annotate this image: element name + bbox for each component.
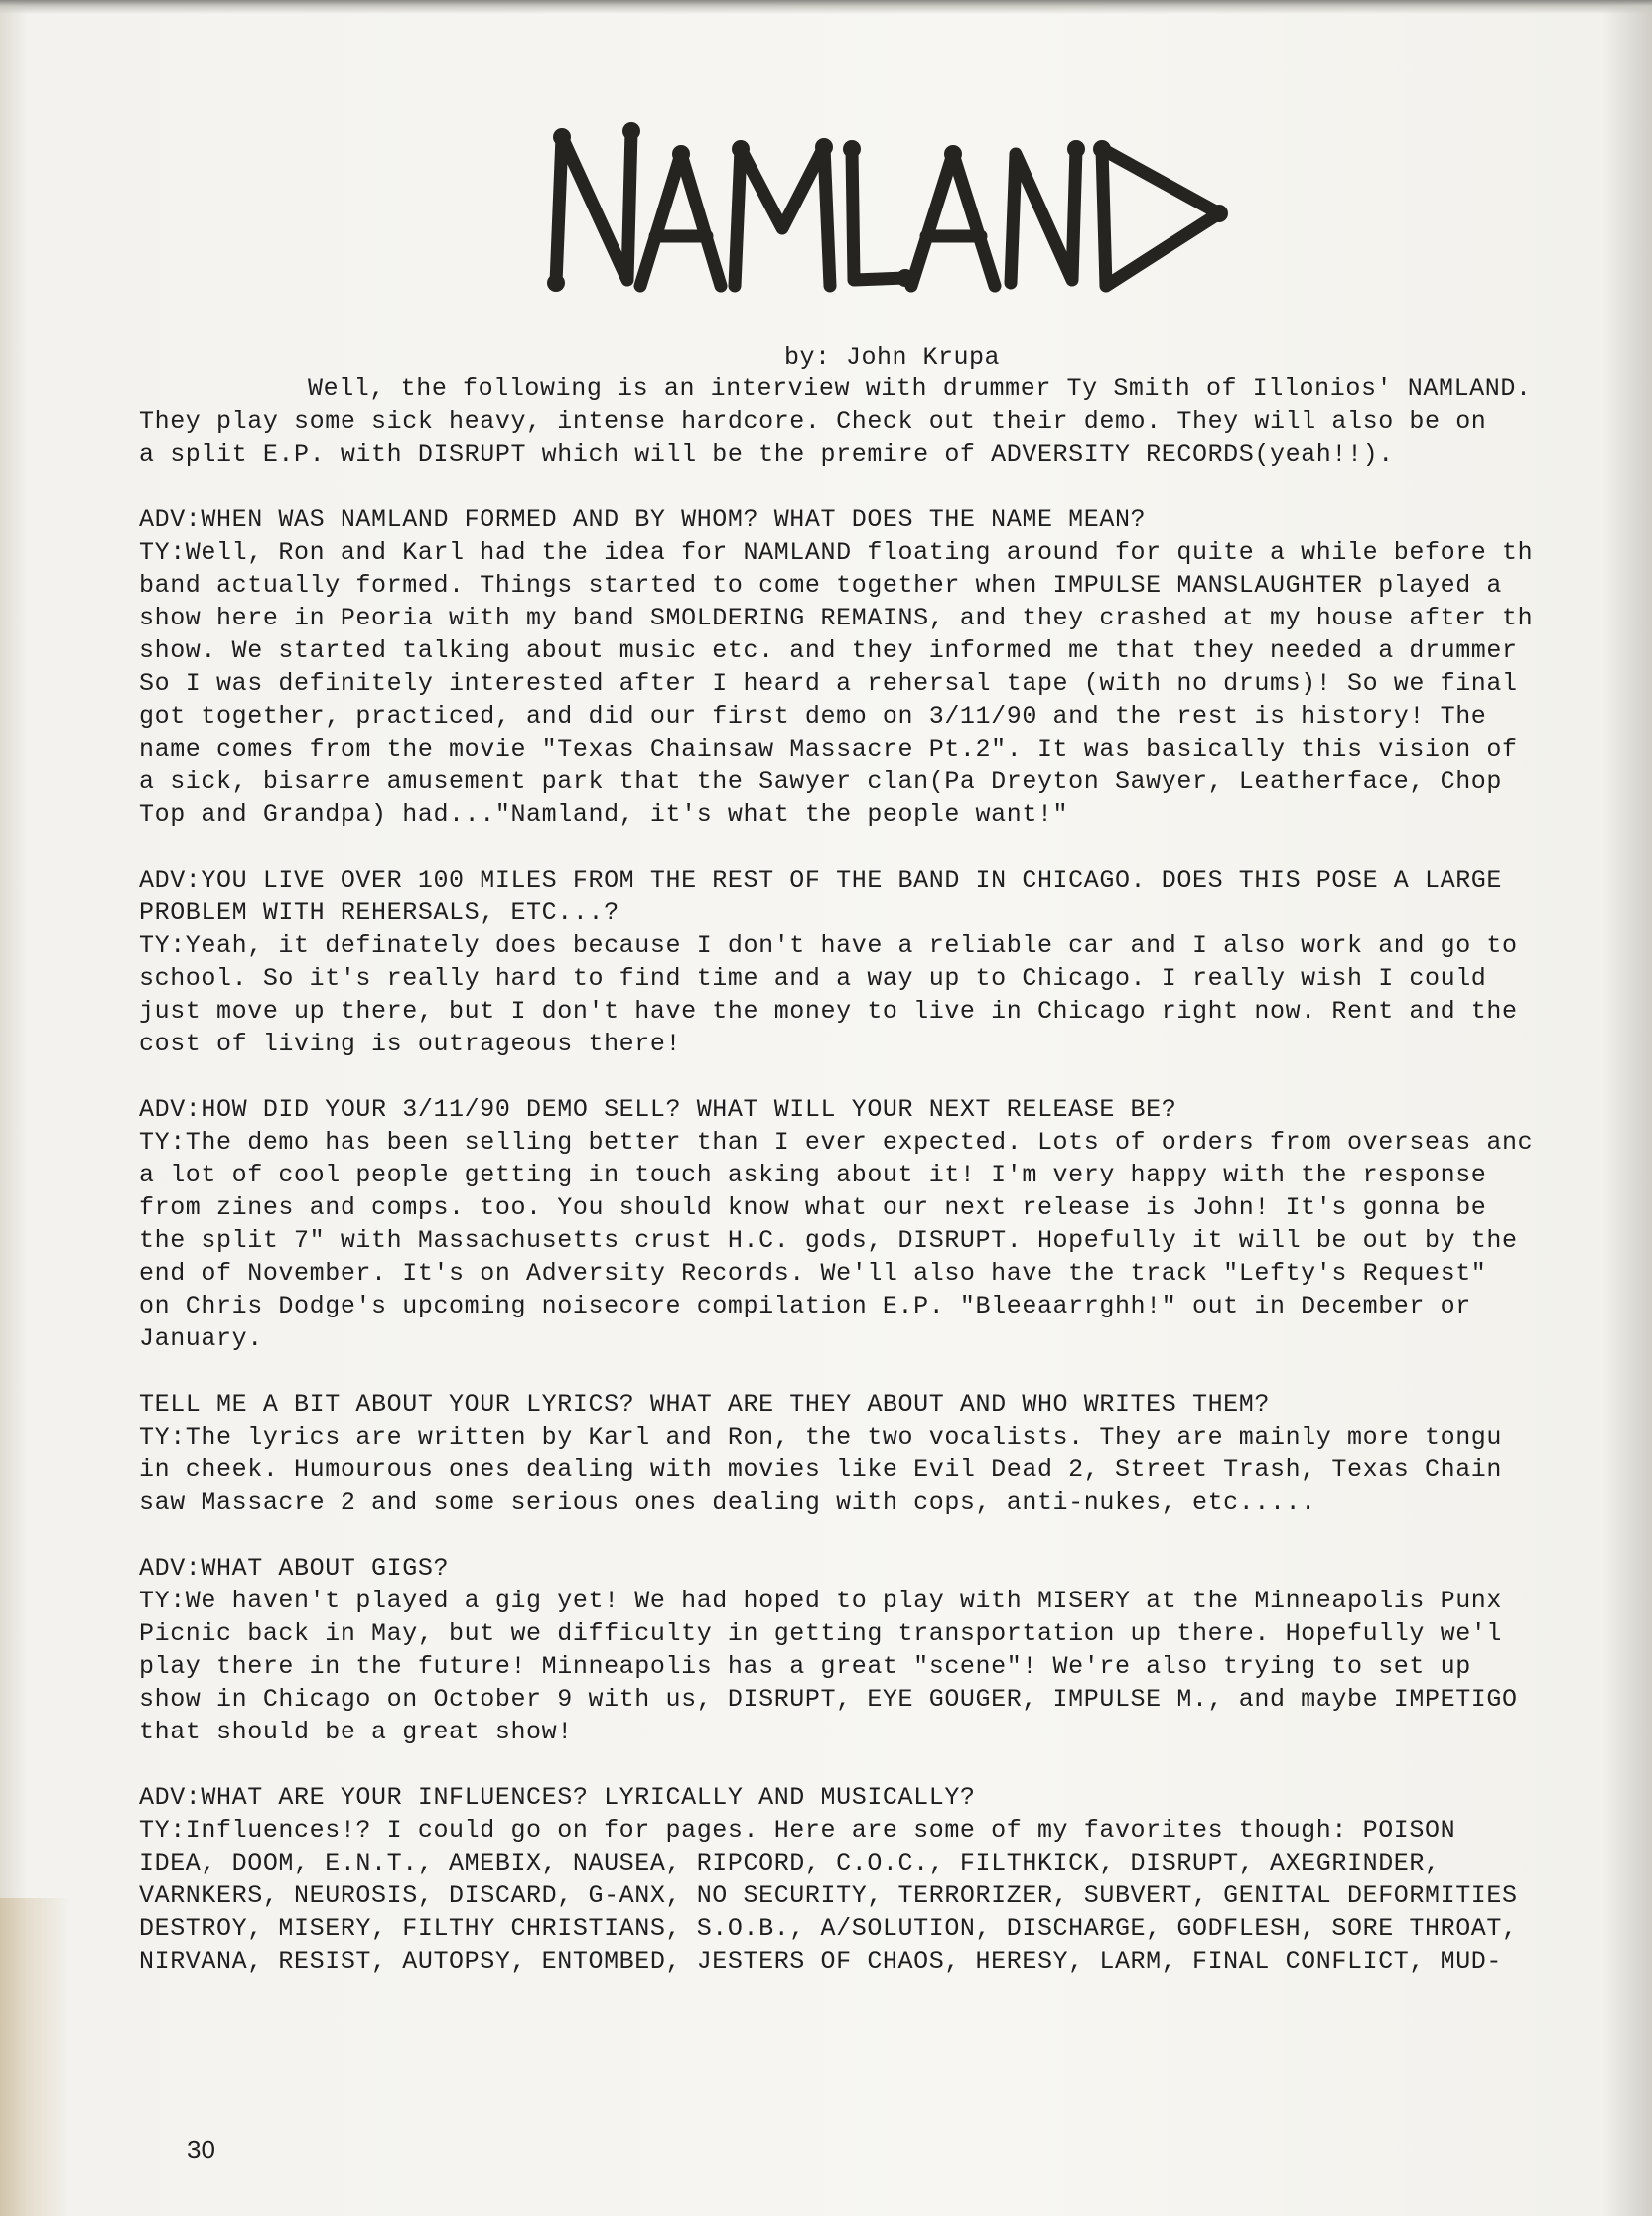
answer-line: TY:Well, Ron and Karl had the idea for NAMLAND floating around for quite a while before th [139,538,1534,567]
answer-line: a lot of cool people getting in touch asking about it! I'm very happy with the response [139,1161,1487,1189]
intro-paragraph [139,372,1648,471]
answer-line: IDEA, DOOM, E.N.T., AMEBIX, NAUSEA, RIPCORD, C.O.C., FILTHKICK, DISRUPT, AXEGRINDER, [139,1849,1441,1877]
intro-line: a split E.P. with DISRUPT which will be the premire of ADVERSITY RECORDS(yeah!!). [139,440,1394,469]
answer-line: school. So it's really hard to find time and a way up to Chicago. I really wish I could [139,964,1487,993]
answer-line: that should be a great show! [139,1718,573,1746]
question-line: ADV:WHAT ABOUT GIGS? [139,1554,450,1583]
answer-line: band actually formed. Things started to come together when IMPULSE MANSLAUGHTER played a [139,571,1503,600]
answer-line: Picnic back in May, but we difficulty in getting transportation up there. Hopefully we'l [139,1619,1503,1648]
answer-line: saw Massacre 2 and some serious ones dealing with cops, anti-nukes, etc..... [139,1488,1316,1517]
byline: by: John Krupa [784,344,1001,372]
answer-line: end of November. It's on Adversity Records. We'll also have the track "Lefty's Request" [139,1259,1487,1288]
qa-section-demo [139,1093,1648,1355]
page-number: 30 [187,2135,215,2164]
intro-line: They play some sick heavy, intense hardcore. Check out their demo. They will also be on [139,407,1487,436]
article-body [139,372,1648,2010]
question-line: ADV:WHAT ARE YOUR INFLUENCES? LYRICALLY AND MUSICALLY? [139,1783,976,1812]
answer-line: TY:Yeah, it definately does because I don't have a reliable car and I also work and go to [139,931,1518,960]
answer-line: NIRVANA, RESIST, AUTOPSY, ENTOMBED, JESTERS OF CHAOS, HERESY, LARM, FINAL CONFLICT, MUD- [139,1947,1503,1976]
qa-section-lyrics [139,1388,1648,1519]
question-line: ADV:HOW DID YOUR 3/11/90 DEMO SELL? WHAT WILL YOUR NEXT RELEASE BE? [139,1095,1177,1124]
answer-line: a sick, bisarre amusement park that the Sawyer clan(Pa Dreyton Sawyer, Leatherface, Chop [139,767,1503,796]
answer-line: show. We started talking about music etc. and they informed me that they needed a drummer [139,636,1518,665]
question-line: ADV:WHEN WAS NAMLAND FORMED AND BY WHOM? WHAT DOES THE NAME MEAN? [139,505,1147,534]
answer-line: from zines and comps. too. You should know what our next release is John! It's gonna be [139,1193,1487,1222]
answer-line: just move up there, but I don't have the money to live in Chicago right now. Rent and the [139,997,1518,1026]
answer-line: VARNKERS, NEUROSIS, DISCARD, G-ANX, NO SECURITY, TERRORIZER, SUBVERT, GENITAL DEFORMITIES [139,1881,1518,1910]
qa-section-distance [139,864,1648,1060]
answer-line: TY:Influences!? I could go on for pages. Here are some of my favorites though: POISON [139,1816,1456,1845]
answer-line: show in Chicago on October 9 with us, DISRUPT, EYE GOUGER, IMPULSE M., and maybe IMPETIGO [139,1685,1518,1714]
paper-stain [0,1898,69,2216]
answer-line: in cheek. Humourous ones dealing with movies like Evil Dead 2, Street Trash, Texas Chain [139,1455,1503,1484]
answer-line: on Chris Dodge's upcoming noisecore compilation E.P. "Bleeaarrghh!" out in December or [139,1292,1471,1320]
answer-line: TY:The demo has been selling better than I ever expected. Lots of orders from overseas anc [139,1128,1534,1157]
answer-line: Top and Grandpa) had..."Namland, it's what the people want!" [139,800,1069,829]
answer-line: TY:We haven't played a gig yet! We had hoped to play with MISERY at the Minneapolis Punx [139,1587,1503,1615]
qa-section-gigs [139,1552,1648,1748]
answer-line: cost of living is outrageous there! [139,1030,682,1058]
answer-line: TY:The lyrics are written by Karl and Ron, the two vocalists. They are mainly more tongu [139,1423,1503,1452]
question-line: TELL ME A BIT ABOUT YOUR LYRICS? WHAT ARE THEY ABOUT AND WHO WRITES THEM? [139,1390,1270,1419]
answer-line: January. [139,1324,263,1353]
question-line: ADV:YOU LIVE OVER 100 MILES FROM THE REST OF THE BAND IN CHICAGO. DOES THIS POSE A LARGE [139,866,1503,895]
answer-line: name comes from the movie "Texas Chainsaw Massacre Pt.2". It was basically this vision of [139,735,1518,763]
answer-line: the split 7" with Massachusetts crust H.C. gods, DISRUPT. Hopefully it will be out by the [139,1226,1518,1255]
page-edge-shadow [0,0,1652,14]
question-line: PROBLEM WITH REHERSALS, ETC...? [139,899,620,927]
answer-line: DESTROY, MISERY, FILTHY CHRISTIANS, S.O.B., A/SOLUTION, DISCHARGE, GODFLESH, SORE THROAT, [139,1914,1518,1943]
page-title [536,91,1291,290]
intro-line: Well, the following is an interview with drummer Ty Smith of Illonios' NAMLAND. [308,374,1532,403]
answer-line: show here in Peoria with my band SMOLDERING REMAINS, and they crashed at my house after th [139,604,1534,632]
answer-line: play there in the future! Minneapolis has a great "scene"! We're also trying to set up [139,1652,1471,1681]
answer-line: So I was definitely interested after I heard a rehersal tape (with no drums)! So we final [139,669,1518,698]
qa-section-influences [139,1781,1648,1978]
answer-line: got together, practiced, and did our first demo on 3/11/90 and the rest is history! The [139,702,1487,731]
namland-logo [536,109,1291,308]
qa-section-formed [139,503,1648,831]
